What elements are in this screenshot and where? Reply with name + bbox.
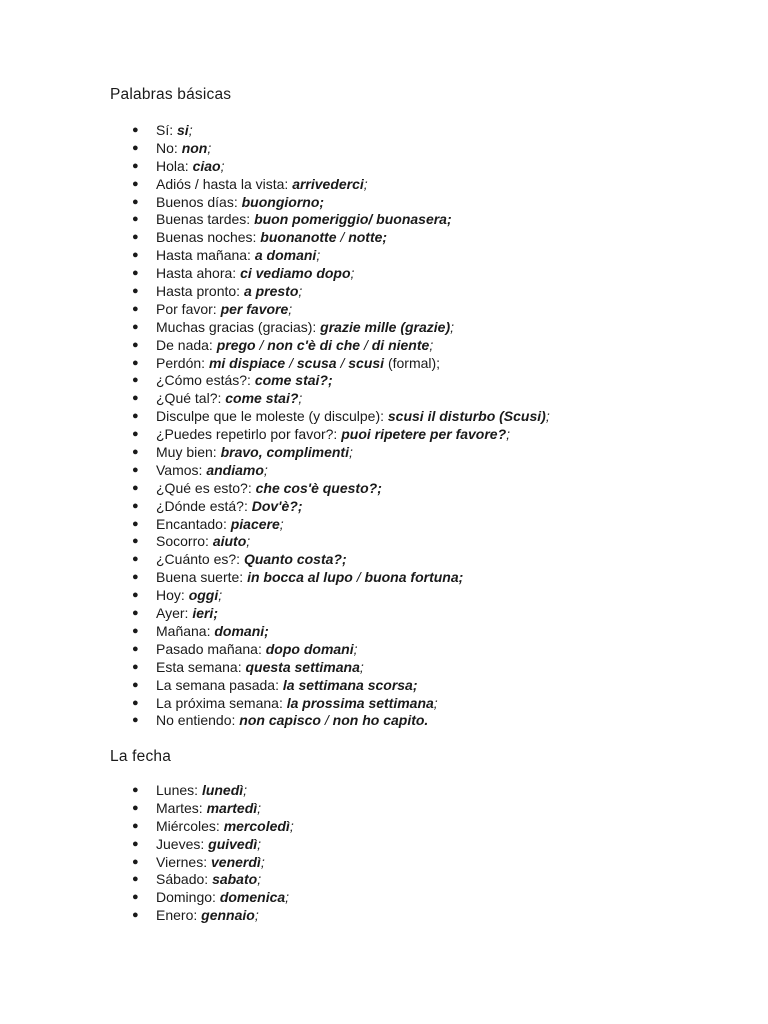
bullet-icon: ● bbox=[132, 195, 139, 208]
list-item bbox=[132, 515, 550, 534]
bullet-icon: ● bbox=[132, 819, 139, 832]
italian-translation: la prossima settimana bbox=[286, 694, 434, 711]
list-item bbox=[132, 569, 550, 587]
italian-translation: buongiorno; bbox=[241, 193, 325, 210]
list-item bbox=[132, 694, 550, 713]
list-item bbox=[132, 461, 550, 480]
list-item bbox=[132, 817, 294, 836]
vocab-list-la-fecha bbox=[132, 782, 294, 925]
separator: ; bbox=[254, 907, 259, 924]
italian-translation: buona fortuna; bbox=[364, 569, 464, 586]
list-item bbox=[132, 658, 550, 677]
bullet-icon: ● bbox=[132, 481, 139, 494]
italian-translation: a presto bbox=[243, 283, 299, 300]
list-item bbox=[132, 497, 550, 516]
italian-translation: non capisco bbox=[239, 712, 321, 729]
list-item bbox=[132, 782, 294, 800]
list-item bbox=[132, 175, 550, 194]
spanish-term: La semana pasada: bbox=[156, 676, 283, 693]
spanish-term: Hoy: bbox=[156, 587, 189, 604]
italian-translation: ciao bbox=[192, 157, 221, 174]
bullet-icon: ● bbox=[132, 177, 139, 190]
spanish-term: Mañana: bbox=[156, 622, 215, 639]
bullet-icon: ● bbox=[132, 410, 139, 423]
separator: ; bbox=[257, 835, 262, 852]
list-item bbox=[132, 318, 550, 337]
list-item bbox=[132, 605, 550, 623]
bullet-icon: ● bbox=[132, 392, 139, 405]
italian-translation: di niente bbox=[371, 336, 430, 353]
spanish-term: ¿Puedes repetirlo por favor?: bbox=[156, 426, 342, 443]
spanish-term: Por favor: bbox=[156, 300, 221, 317]
italian-translation: questa settimana bbox=[245, 658, 360, 675]
separator: ; bbox=[220, 157, 225, 174]
separator: ; bbox=[433, 694, 438, 711]
list-item bbox=[132, 122, 550, 140]
separator: ; bbox=[263, 461, 268, 478]
separator: ; bbox=[298, 283, 303, 300]
spanish-term: ¿Cuánto es?: bbox=[156, 551, 244, 568]
list-item bbox=[132, 193, 550, 212]
italian-translation: prego bbox=[216, 336, 256, 353]
italian-translation: buon pomeriggio/ buonasera; bbox=[254, 211, 452, 228]
list-item bbox=[132, 587, 550, 605]
bullet-icon: ● bbox=[132, 463, 139, 476]
separator: ; bbox=[450, 318, 454, 335]
bullet-icon: ● bbox=[132, 285, 139, 298]
bullet-icon: ● bbox=[132, 428, 139, 441]
italian-translation: per favore bbox=[220, 300, 289, 317]
list-item bbox=[132, 676, 550, 695]
bullet-icon: ● bbox=[132, 801, 139, 814]
bullet-icon: ● bbox=[132, 124, 139, 136]
italian-translation: ieri; bbox=[192, 605, 218, 622]
list-item bbox=[132, 622, 550, 641]
spanish-term: De nada: bbox=[156, 336, 217, 353]
bullet-icon: ● bbox=[132, 855, 139, 868]
bullet-icon: ● bbox=[132, 891, 139, 904]
bullet-icon: ● bbox=[132, 642, 139, 655]
separator: / bbox=[285, 354, 297, 371]
spanish-term: ¿Qué es esto?: bbox=[156, 479, 256, 496]
bullet-icon: ● bbox=[132, 213, 139, 226]
list-item bbox=[132, 533, 550, 551]
separator: ; bbox=[288, 300, 293, 317]
italian-translation: aiuto bbox=[212, 533, 247, 550]
bullet-icon: ● bbox=[132, 589, 139, 602]
bullet-icon: ● bbox=[132, 338, 139, 351]
separator: ; bbox=[257, 871, 262, 888]
italian-translation: come stai? bbox=[225, 390, 299, 407]
separator: ; bbox=[218, 587, 223, 604]
separator: / bbox=[255, 336, 268, 353]
separator: / bbox=[352, 569, 365, 586]
italian-translation: domenica bbox=[219, 889, 286, 906]
italian-translation: come stai?; bbox=[254, 372, 333, 389]
separator: / bbox=[336, 354, 349, 371]
list-item bbox=[132, 408, 550, 426]
separator: ; bbox=[429, 336, 434, 353]
spanish-term: Disculpe que le moleste (y disculpe): bbox=[156, 408, 388, 425]
separator: ; bbox=[279, 515, 284, 532]
spanish-term: Viernes: bbox=[156, 853, 211, 870]
separator: ; bbox=[289, 817, 294, 834]
bullet-icon: ● bbox=[132, 553, 139, 566]
spanish-term: ¿Qué tal?: bbox=[156, 390, 226, 407]
section-title-palabras-basicas: Palabras básicas bbox=[110, 86, 232, 103]
list-item bbox=[132, 640, 550, 659]
separator: ; bbox=[246, 533, 251, 550]
bullet-icon: ● bbox=[132, 784, 139, 796]
separator: / bbox=[360, 336, 372, 353]
italian-translation: scusa bbox=[296, 354, 337, 371]
separator: ; bbox=[257, 799, 262, 816]
list-item bbox=[132, 336, 550, 355]
bullet-icon: ● bbox=[132, 624, 139, 637]
spanish-term: Hasta ahora: bbox=[156, 265, 241, 282]
italian-translation: guivedì bbox=[208, 835, 258, 852]
bullet-icon: ● bbox=[132, 837, 139, 850]
italian-translation: piacere bbox=[230, 515, 280, 532]
spanish-term: Muchas gracias (gracias): bbox=[156, 318, 321, 335]
bullet-icon: ● bbox=[132, 517, 139, 530]
italian-translation: mi dispiace bbox=[208, 354, 286, 371]
italian-translation: la settimana scorsa; bbox=[282, 676, 418, 693]
separator: ; bbox=[243, 782, 248, 798]
list-item bbox=[132, 799, 294, 818]
italian-translation: dopo domani bbox=[265, 640, 354, 657]
spanish-term: Buenas noches: bbox=[156, 229, 261, 246]
spanish-term: Sábado: bbox=[156, 871, 213, 888]
italian-translation: gennaio bbox=[201, 907, 255, 924]
spanish-term: Lunes: bbox=[156, 782, 202, 798]
list-item bbox=[132, 229, 550, 247]
italian-translation: scusi il disturbo (Scusi) bbox=[387, 408, 546, 425]
italian-translation: Dov'è?; bbox=[251, 497, 303, 514]
italian-translation: scusi bbox=[348, 354, 385, 371]
italian-translation: a domani bbox=[254, 247, 317, 264]
separator: ; bbox=[188, 122, 193, 138]
spanish-term: ¿Dónde está?: bbox=[156, 497, 252, 514]
separator: ; bbox=[260, 853, 265, 870]
italian-translation: che cos'è questo?; bbox=[255, 479, 382, 496]
list-item bbox=[132, 211, 550, 229]
separator: ; bbox=[353, 640, 358, 657]
bullet-icon: ● bbox=[132, 141, 139, 154]
italian-translation: puoi ripetere per favore? bbox=[341, 426, 507, 443]
spanish-term: No: bbox=[156, 139, 182, 156]
spanish-term: La próxima semana: bbox=[156, 694, 287, 711]
italian-translation: bravo, complimenti bbox=[220, 444, 349, 461]
spanish-term: Enero: bbox=[156, 907, 202, 924]
spanish-term: Ayer: bbox=[156, 605, 193, 622]
separator: ; bbox=[298, 390, 303, 407]
separator: ; bbox=[363, 175, 368, 192]
italian-translation: venerdì bbox=[211, 853, 261, 870]
bullet-icon: ● bbox=[132, 535, 139, 548]
bullet-icon: ● bbox=[132, 909, 139, 922]
list-item bbox=[132, 265, 550, 283]
bullet-icon: ● bbox=[132, 267, 139, 280]
italian-translation: lunedì bbox=[201, 782, 244, 798]
list-item bbox=[132, 354, 550, 373]
spanish-term: Domingo: bbox=[156, 889, 220, 906]
spanish-term: Vamos: bbox=[156, 461, 207, 478]
spanish-term: Esta semana: bbox=[156, 658, 246, 675]
spanish-term: Muy bien: bbox=[156, 444, 221, 461]
list-item bbox=[132, 835, 294, 854]
bullet-icon: ● bbox=[132, 696, 139, 709]
bullet-icon: ● bbox=[132, 499, 139, 512]
separator: ; bbox=[506, 426, 511, 443]
list-item bbox=[132, 426, 550, 444]
list-item bbox=[132, 157, 550, 176]
spanish-term: Jueves: bbox=[156, 835, 209, 852]
spanish-term: Buena suerte: bbox=[156, 569, 248, 586]
spanish-term: Adiós / hasta la vista: bbox=[156, 175, 293, 192]
italian-translation: si bbox=[177, 122, 189, 138]
bullet-icon: ● bbox=[132, 678, 139, 691]
italian-translation: non bbox=[181, 139, 208, 156]
italian-translation: buonanotte bbox=[260, 229, 337, 246]
list-item bbox=[132, 712, 550, 730]
spanish-term: Sí: bbox=[156, 122, 178, 138]
list-item bbox=[132, 907, 294, 925]
bullet-icon: ● bbox=[132, 607, 139, 620]
list-item bbox=[132, 871, 294, 889]
separator: ; bbox=[348, 444, 353, 461]
vocab-list-palabras-basicas bbox=[132, 122, 550, 730]
separator: / bbox=[320, 712, 333, 729]
separator: ; bbox=[285, 889, 290, 906]
section-title-la-fecha: La fecha bbox=[110, 748, 172, 765]
italian-translation: sabato bbox=[212, 871, 258, 888]
list-item bbox=[132, 247, 550, 265]
spanish-term: Hasta mañana: bbox=[156, 247, 255, 264]
spanish-term: Hola: bbox=[156, 157, 193, 174]
bullet-icon: ● bbox=[132, 446, 139, 459]
bullet-icon: ● bbox=[132, 660, 139, 673]
list-item bbox=[132, 372, 550, 390]
italian-translation: notte; bbox=[348, 229, 388, 246]
list-item bbox=[132, 551, 550, 569]
spanish-term: Miércoles: bbox=[156, 817, 224, 834]
list-item bbox=[132, 300, 550, 319]
spanish-term: Encantado: bbox=[156, 515, 231, 532]
separator: ; bbox=[207, 139, 212, 156]
separator: ; bbox=[350, 265, 355, 282]
usage-note: (formal); bbox=[384, 354, 441, 371]
bullet-icon: ● bbox=[132, 571, 139, 584]
bullet-icon: ● bbox=[132, 249, 139, 262]
spanish-term: Perdón: bbox=[156, 354, 209, 371]
italian-translation: non c'è di che bbox=[267, 336, 361, 353]
separator: ; bbox=[359, 658, 364, 675]
bullet-icon: ● bbox=[132, 320, 139, 333]
separator: / bbox=[336, 229, 349, 246]
bullet-icon: ● bbox=[132, 714, 139, 727]
italian-translation: Quanto costa?; bbox=[243, 551, 347, 568]
bullet-icon: ● bbox=[132, 231, 139, 244]
italian-translation: arrivederci bbox=[292, 175, 364, 192]
list-item bbox=[132, 390, 550, 408]
list-item bbox=[132, 479, 550, 498]
spanish-term: Pasado mañana: bbox=[156, 640, 266, 657]
list-item bbox=[132, 853, 294, 872]
bullet-icon: ● bbox=[132, 873, 139, 886]
italian-translation: mercoledì bbox=[223, 817, 290, 834]
spanish-term: Buenos días: bbox=[156, 193, 242, 210]
spanish-term: Hasta pronto: bbox=[156, 283, 244, 300]
separator: ; bbox=[316, 247, 321, 264]
italian-translation: non ho capito. bbox=[332, 712, 429, 729]
italian-translation: andiamo bbox=[206, 461, 264, 478]
bullet-icon: ● bbox=[132, 159, 139, 172]
spanish-term: Martes: bbox=[156, 799, 207, 816]
list-item bbox=[132, 444, 550, 462]
italian-translation: martedì bbox=[206, 799, 258, 816]
bullet-icon: ● bbox=[132, 374, 139, 387]
bullet-icon: ● bbox=[132, 356, 139, 369]
spanish-term: Socorro: bbox=[156, 533, 213, 550]
bullet-icon: ● bbox=[132, 302, 139, 315]
spanish-term: ¿Cómo estás?: bbox=[156, 372, 255, 389]
italian-translation: in bocca al lupo bbox=[247, 569, 353, 586]
separator: ; bbox=[545, 408, 550, 425]
italian-translation: domani; bbox=[214, 622, 269, 639]
italian-translation: ci vediamo dopo bbox=[240, 265, 351, 282]
italian-translation: grazie mille (grazie) bbox=[320, 318, 451, 335]
spanish-term: Buenas tardes: bbox=[156, 211, 255, 228]
list-item bbox=[132, 139, 550, 158]
italian-translation: oggi bbox=[188, 587, 219, 604]
spanish-term: No entiendo: bbox=[156, 712, 240, 729]
list-item bbox=[132, 889, 294, 907]
list-item bbox=[132, 283, 550, 301]
